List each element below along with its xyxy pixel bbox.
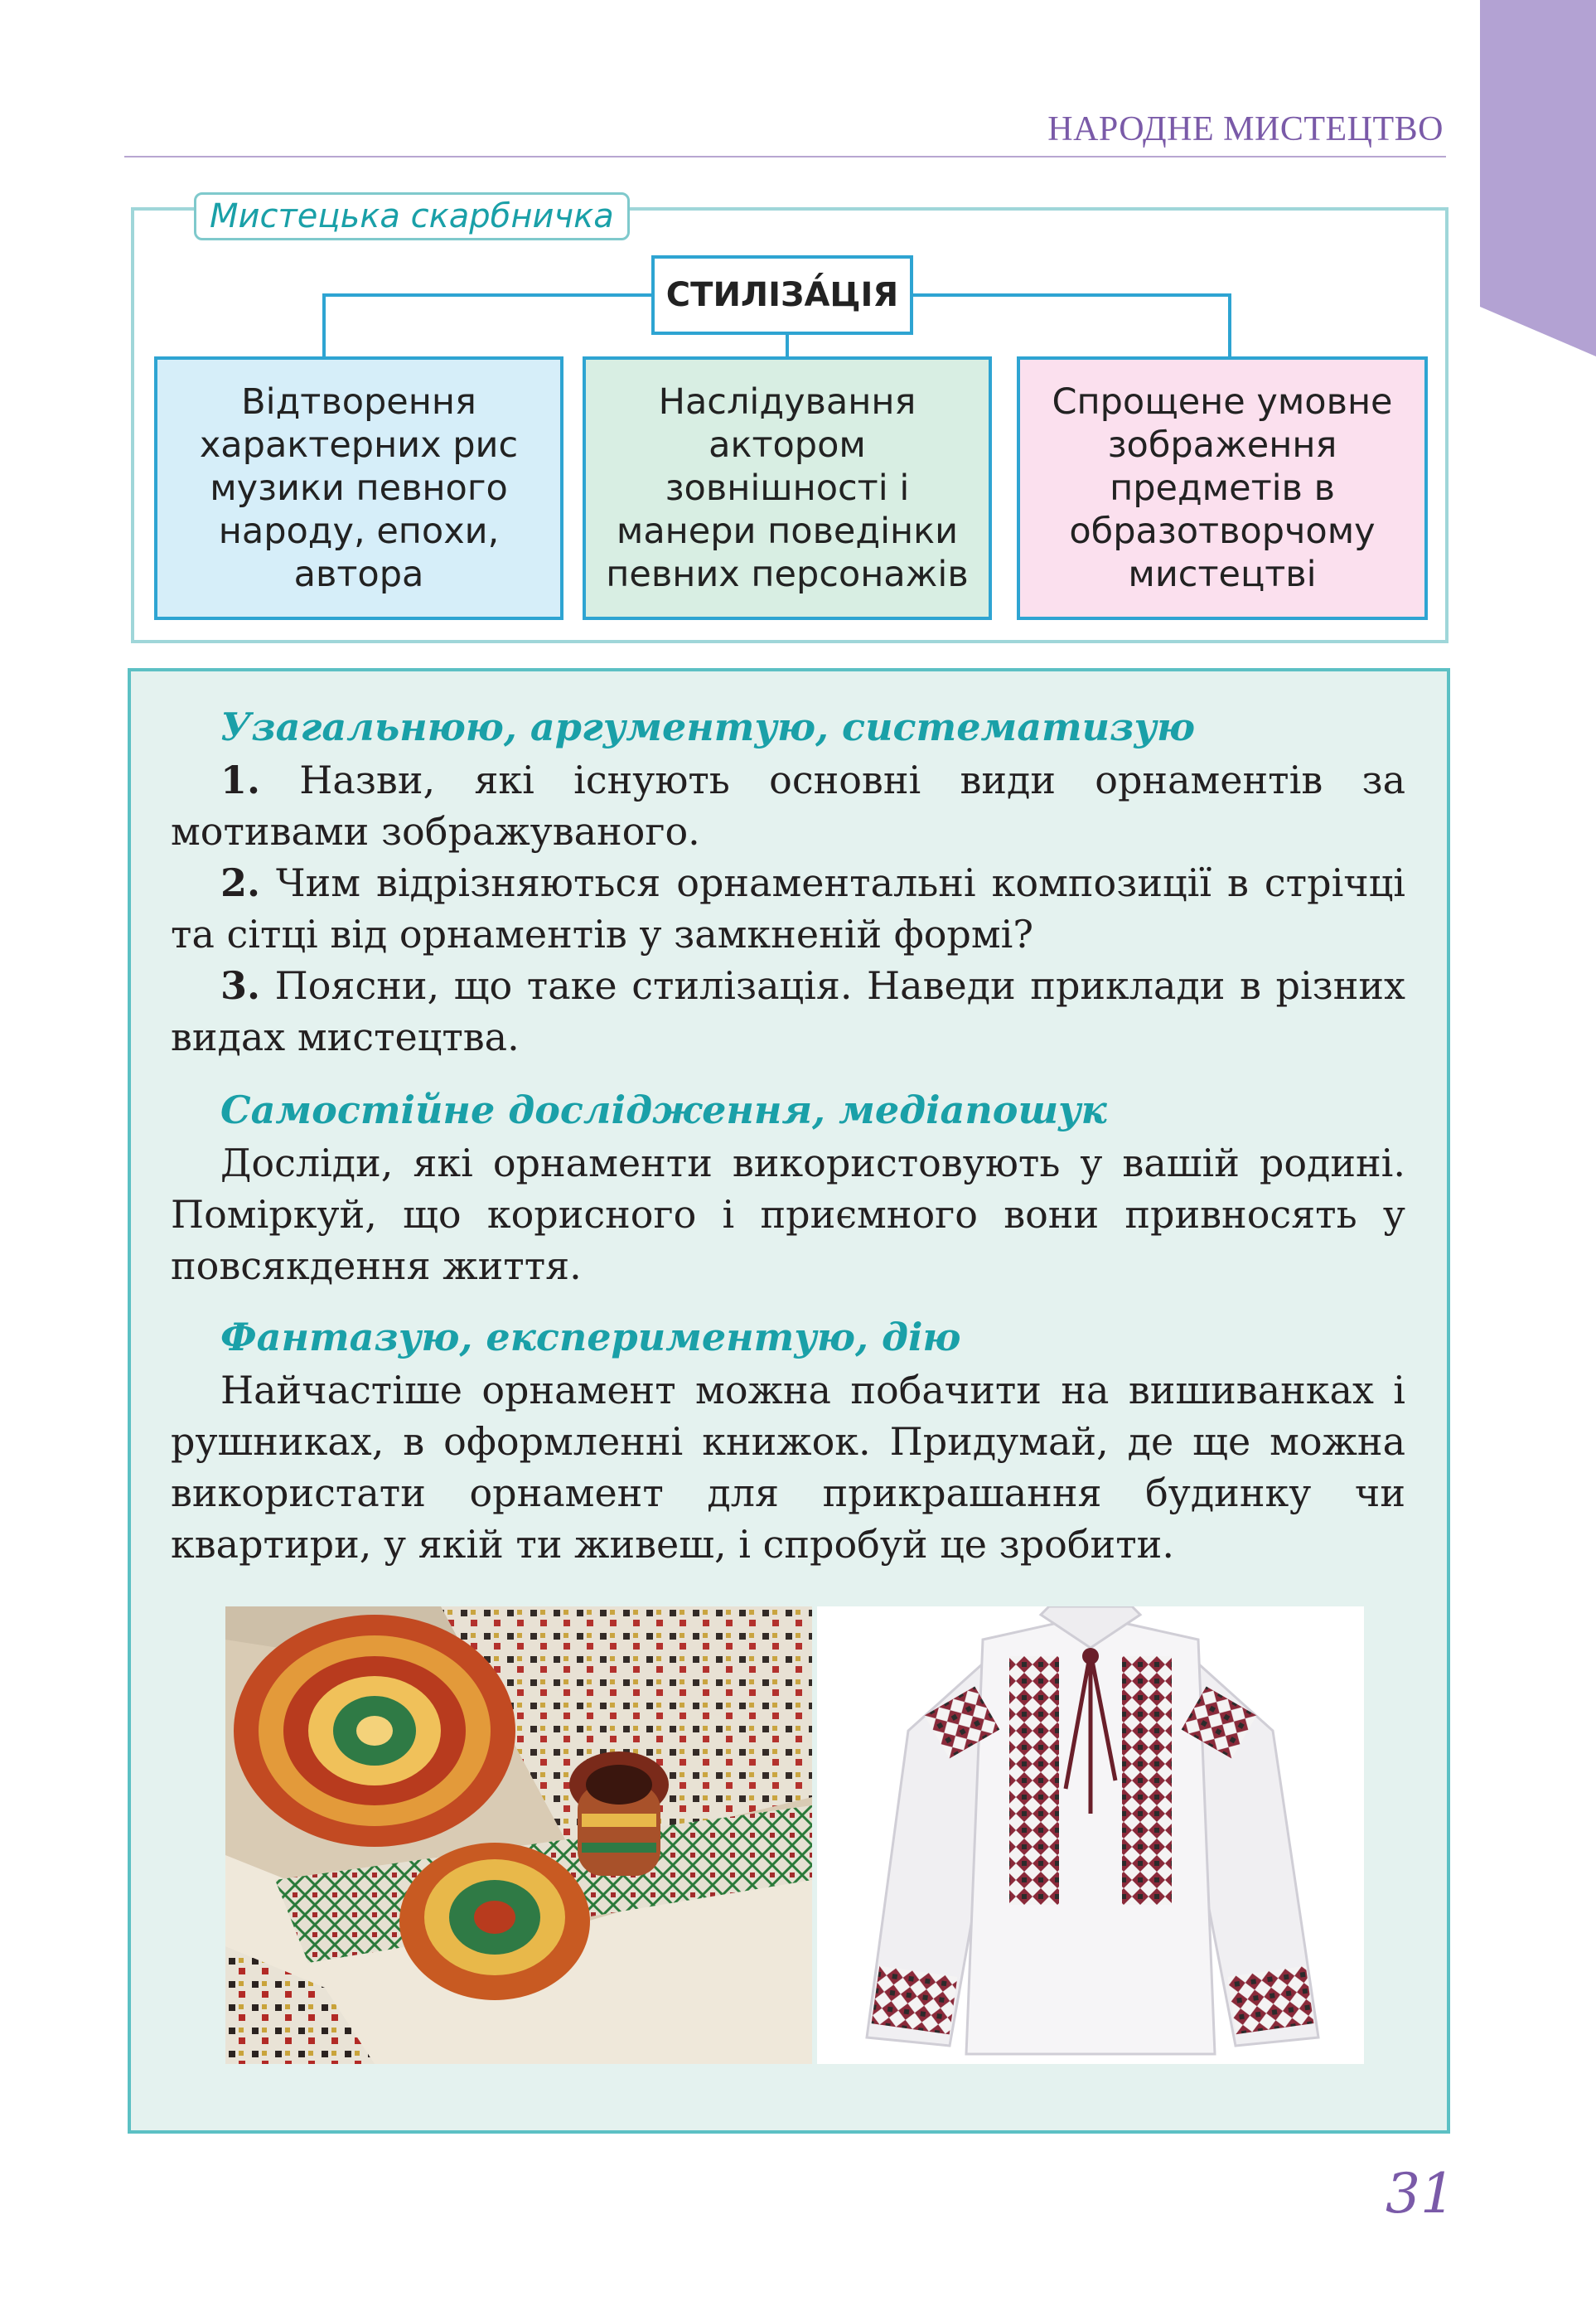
research-paragraph bbox=[171, 1137, 1405, 1291]
heading-generalize: Узагальнюю, аргументую, систематизую bbox=[220, 705, 1196, 749]
question-1 bbox=[171, 754, 1405, 857]
question-2-text: Чим відрізняються орнаментальні композиції в стрічці та сітці від орнаментів у замкненій формі? bbox=[171, 860, 1405, 957]
question-3-text: Поясни, що таке стилізація. Наведи приклади в різних видах мистецтва. bbox=[171, 963, 1406, 1059]
question-2-number: 2. bbox=[220, 860, 261, 905]
photo-embroidered-shirt bbox=[817, 1606, 1364, 2064]
question-3 bbox=[171, 960, 1405, 1063]
photo-ceramics-towel bbox=[225, 1606, 812, 2064]
treasury-label: Мистецька скарбничка bbox=[194, 192, 630, 240]
page-number: 31 bbox=[1386, 2162, 1455, 2226]
ceramics-illustration bbox=[225, 1606, 812, 2064]
research-text: Досліди, які орнаменти використовують у вашій родині. Поміркуй, що корисного і приємного вони привносять у повсякдення життя. bbox=[171, 1141, 1405, 1288]
question-3-number: 3. bbox=[220, 963, 261, 1008]
fantasy-text: Найчастіше орнамент можна побачити на вишиванках і рушниках, в оформленні книжок. Придумай, де ще можна використати орнамент для прикрашання будинку чи квартири, у якій ти живеш, і спробуй це зробити. bbox=[171, 1368, 1405, 1567]
question-1-number: 1. bbox=[220, 758, 261, 802]
fantasy-paragraph bbox=[171, 1364, 1405, 1570]
heading-research: Самостійне дослідження, медіапошук bbox=[220, 1088, 1107, 1132]
question-2 bbox=[171, 857, 1405, 960]
chapter-header-title: НАРОДНЕ МИСТЕЦТВО bbox=[1047, 110, 1444, 148]
heading-fantasy: Фантазую, експериментую, дію bbox=[220, 1315, 961, 1359]
vyshyvanka-illustration bbox=[817, 1606, 1364, 2064]
definition-acting: Наслідування актором зовнішності і манери поведінки певних персонажів bbox=[583, 356, 992, 620]
definition-visual-art: Спрощене умовне зображення предметів в образотворчому мистецтві bbox=[1017, 356, 1428, 620]
definition-music: Відтворення характерних рис музики певного народу, епохи, автора bbox=[154, 356, 563, 620]
question-1-text: Назви, які існують основні види орнаментів за мотивами зображуваного. bbox=[171, 758, 1405, 854]
concept-box-stylization: СТИЛІЗА́ЦІЯ bbox=[651, 255, 913, 335]
